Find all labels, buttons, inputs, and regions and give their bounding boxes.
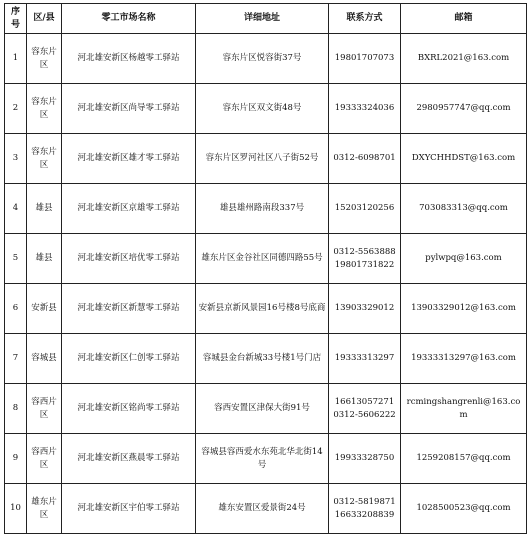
row-district: 雄县	[27, 234, 62, 284]
row-phone: 0312-5819871 16633208839	[329, 484, 401, 534]
row-no: 9	[5, 434, 27, 484]
table-row	[5, 184, 527, 234]
row-phone: 13903329012	[329, 284, 401, 334]
table-row	[5, 284, 527, 334]
row-address: 容城县容西爱水东苑北华北街14号	[196, 434, 329, 484]
table-row	[5, 434, 527, 484]
row-market-name: 河北雄安新区雄才零工驿站	[62, 134, 196, 184]
row-market-name: 河北雄安新区宇伯零工驿站	[62, 484, 196, 534]
row-email: rcmingshangrenli@163.com	[401, 384, 527, 434]
row-market-name: 河北雄安新区新慧零工驿站	[62, 284, 196, 334]
row-district: 容城县	[27, 334, 62, 384]
row-market-name: 河北雄安新区燕晨零工驿站	[62, 434, 196, 484]
row-email: 19333313297@163.com	[401, 334, 527, 384]
row-phone: 19333313297	[329, 334, 401, 384]
row-district: 安新县	[27, 284, 62, 334]
row-phone: 19933328750	[329, 434, 401, 484]
table-row	[5, 484, 527, 534]
header-row	[5, 4, 527, 34]
row-phone: 15203120256	[329, 184, 401, 234]
row-market-name: 河北雄安新区仁创零工驿站	[62, 334, 196, 384]
header-market-name: 零工市场名称	[62, 4, 196, 34]
table-row	[5, 34, 527, 84]
row-phone: 19333324036	[329, 84, 401, 134]
row-address: 容东片区悦容街37号	[196, 34, 329, 84]
row-no: 1	[5, 34, 27, 84]
row-email: DXYCHHDST@163.com	[401, 134, 527, 184]
row-address: 雄县雄州路南段337号	[196, 184, 329, 234]
row-market-name: 河北雄安新区培优零工驿站	[62, 234, 196, 284]
row-phone: 16613057271 0312-5606222	[329, 384, 401, 434]
row-no: 6	[5, 284, 27, 334]
row-market-name: 河北雄安新区尚导零工驿站	[62, 84, 196, 134]
row-district: 容东片区	[27, 84, 62, 134]
row-address: 容西安置区津保大街91号	[196, 384, 329, 434]
table-row	[5, 84, 527, 134]
market-table	[4, 3, 527, 534]
row-district: 容西片区	[27, 384, 62, 434]
row-phone: 0312-6098701	[329, 134, 401, 184]
row-market-name: 河北雄安新区京雄零工驿站	[62, 184, 196, 234]
row-district: 容东片区	[27, 134, 62, 184]
row-address: 雄东安置区爱景街24号	[196, 484, 329, 534]
row-email: BXRL2021@163.com	[401, 34, 527, 84]
row-district: 容东片区	[27, 34, 62, 84]
header-no: 序号	[5, 4, 27, 34]
table-row	[5, 234, 527, 284]
row-market-name: 河北雄安新区铭尚零工驿站	[62, 384, 196, 434]
row-email: 13903329012@163.com	[401, 284, 527, 334]
row-email: pylwpq@163.com	[401, 234, 527, 284]
row-address: 容东片区双文街48号	[196, 84, 329, 134]
row-phone: 19801707073	[329, 34, 401, 84]
row-district: 雄县	[27, 184, 62, 234]
row-no: 5	[5, 234, 27, 284]
row-address: 容城县金台新城33号楼1号门店	[196, 334, 329, 384]
row-market-name: 河北雄安新区杨越零工驿站	[62, 34, 196, 84]
row-email: 1259208157@qq.com	[401, 434, 527, 484]
header-address: 详细地址	[196, 4, 329, 34]
row-no: 10	[5, 484, 27, 534]
header-email: 邮箱	[401, 4, 527, 34]
row-address: 容东片区罗河社区八子街52号	[196, 134, 329, 184]
row-phone: 0312-5563888 19801731822	[329, 234, 401, 284]
header-phone: 联系方式	[329, 4, 401, 34]
row-district: 雄东片区	[27, 484, 62, 534]
row-address: 安新县京新风景园16号楼8号底商	[196, 284, 329, 334]
header-district: 区/县	[27, 4, 62, 34]
row-address: 雄东片区金谷社区同德四路55号	[196, 234, 329, 284]
row-email: 703083313@qq.com	[401, 184, 527, 234]
row-email: 1028500523@qq.com	[401, 484, 527, 534]
row-no: 8	[5, 384, 27, 434]
table-row	[5, 134, 527, 184]
row-no: 2	[5, 84, 27, 134]
row-no: 4	[5, 184, 27, 234]
row-email: 2980957747@qq.com	[401, 84, 527, 134]
row-no: 7	[5, 334, 27, 384]
row-no: 3	[5, 134, 27, 184]
row-district: 容西片区	[27, 434, 62, 484]
table-row	[5, 334, 527, 384]
table-row	[5, 384, 527, 434]
